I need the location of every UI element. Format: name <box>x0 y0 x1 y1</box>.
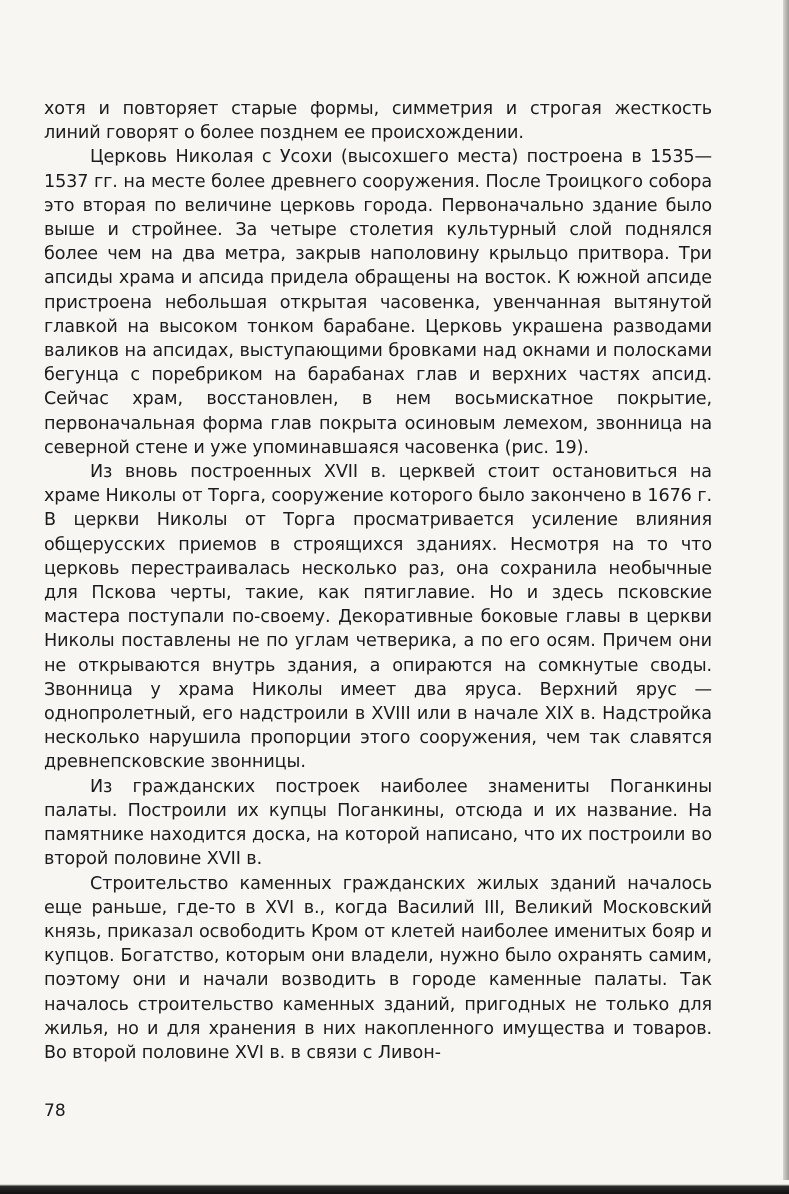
page-number: 78 <box>44 1101 66 1121</box>
paragraph-5: Строительство каменных гражданских жилых зданий началось еще раньше, где-то в XVI в., когда Василий III, Великий Московский князь, приказал освободить Кром от клетей наиболее именитых бояр и купцов. Богатство, которым они владели, нужно было охранять самим, поэтому они и начали возводить в городе каменные палаты. Так началось строительство каменных зданий, пригодных не только для жилья, но и для хранения в них накопленного имущества и товаров. Во второй половине XVI в. в связи с Ливон- <box>44 873 712 1063</box>
paragraph-2: Церковь Николая с Усохи (высохшего места) построена в 1535—1537 гг. на месте более древнего сооружения. После Троицкого собора это вторая по величине церковь города. Первоначально здание было выше и стройнее. За четыре столетия культурный слой поднялся более чем на два метра, закрыв наполовину крыльцо притвора. Три апсиды храма и апсида придела обращены на восток. К южной апсиде пристроена небольшая открытая часовенка, увенчанная вытянутой главкой на высоком тонком барабане. Церковь украшена разводами валиков на апсидах, выступающими бровками над окнами и полосками бегунца с поребриком на барабанах глав и верхних частях апсид. Сейчас храм, восстановлен, в нем восьмискатное покрытие, первоначальная форма глав покрыта осиновым лемехом, звонница на северной стене и уже упоминавшаяся часовенка (рис. 19). <box>44 147 712 458</box>
paragraph-3: Из вновь построенных XVII в. церквей стоит остановиться на храме Николы от Торга, сооружение которого было закончено в 1676 г. В церкви Николы от Торга просматривается усиление влияния общерусских приемов в строящихся зданиях. Несмотря на то что церковь перестраивалась несколько раз, она сохранила необычные для Пскова черты, такие, как пятиглавие. Но и здесь псковские мастера поступали по-своему. Декоративные боковые главы в церкви Николы поставлены не по углам четверика, а по его осям. Причем они не открываются внутрь здания, а опираются на сомкнутые своды. Звонница у храма Николы имеет два яруса. Верхний ярус — однопролетный, его надстроили в XVIII или в начале XIX в. Надстройка несколько нарушила пропорции этого сооружения, чем так славятся древнепсковские звонницы. <box>44 462 712 773</box>
paragraph-1: хотя и повторяет старые формы, симметрия и строгая жесткость линий говорят о более позднем ее происхождении. <box>44 99 712 144</box>
scan-bottom-edge <box>0 1180 789 1194</box>
body-text <box>44 97 712 1065</box>
page-edge-shadow <box>783 0 789 1194</box>
paragraph-4: Из гражданских построек наиболее знамениты Поганкины палаты. Построили их купцы Поганкины, отсюда и их название. На памятнике находится доска, на которой написано, что их построили во второй половине XVII в. <box>44 776 712 870</box>
